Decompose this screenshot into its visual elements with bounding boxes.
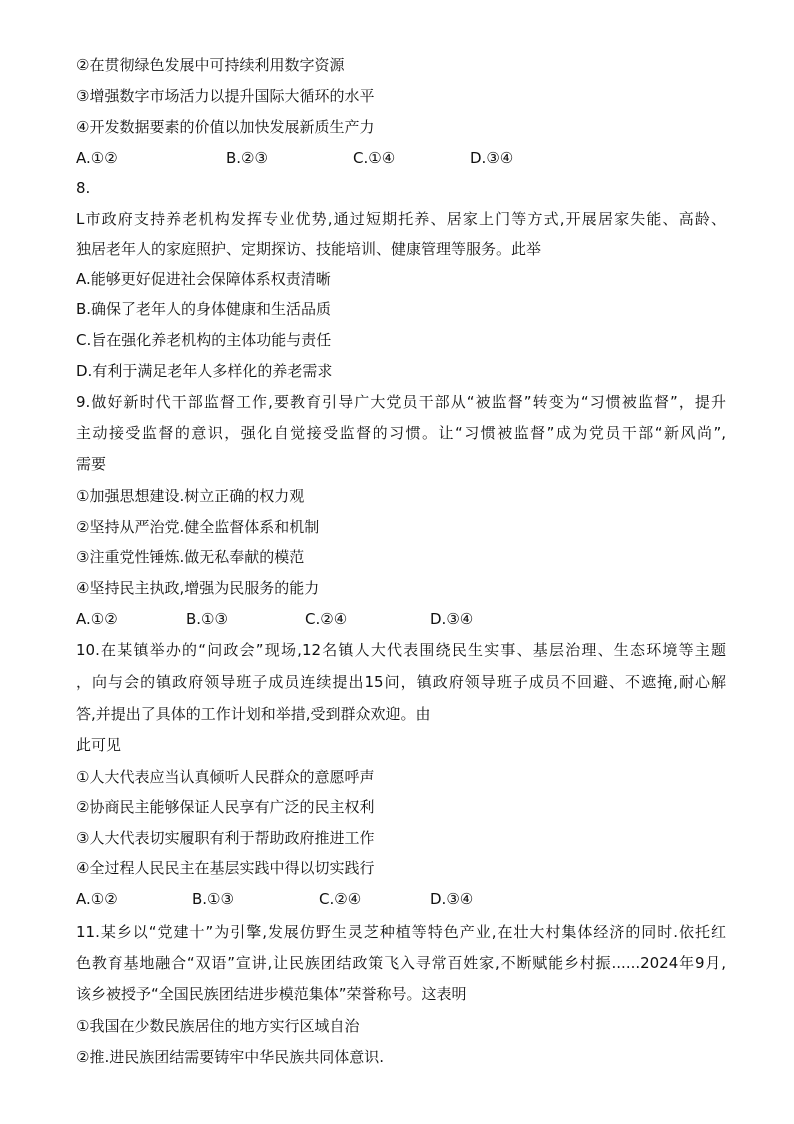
q9-item-4: ④坚持民主执政,增强为民服务的能力 (76, 579, 320, 597)
q10-stem-line-3: 答,并提出了具体的工作计划和举措,受到群众欢迎。由 (76, 705, 431, 723)
q11-stem-line-3: 该乡被授予“全国民族团结进步模范集体”荣誉称号。这表明 (76, 985, 467, 1003)
q11-stem-line-2: 色教育基地融合“双语”宣讲,让民族团结政策飞入寻常百姓家,不断赋能乡村振......2024年9月, (76, 954, 726, 972)
q8-number: 8. (76, 179, 91, 197)
q11-stem-line-1: 11.某乡以“党建十”为引擎,发展仿野生灵芝种植等特色产业,在壮大村集体经济的同时.依托红 (76, 923, 726, 941)
q7-option-d[interactable]: D.③④ (470, 149, 514, 167)
q9-item-2: ②坚持从严治党.健全监督体系和机制 (76, 518, 320, 536)
q10-item-4: ④全过程人民民主在基层实践中得以切实践行 (76, 859, 375, 877)
q10-option-a[interactable]: A.①② (76, 890, 118, 908)
q9-item-1: ①加强思想建设.树立正确的权力观 (76, 487, 305, 505)
q9-item-3: ③注重党性锤炼.做无私奉献的模范 (76, 548, 305, 566)
q10-stem-line-2: ，向与会的镇政府领导班子成员连续提出15问，镇政府领导班子成员不回避、不遮掩,耐心解 (76, 673, 726, 691)
q10-option-d[interactable]: D.③④ (430, 890, 474, 908)
q7-item-2: ②在贯彻绿色发展中可持续利用数字资源 (76, 56, 345, 74)
q9-option-b[interactable]: B.①③ (186, 610, 228, 628)
q9-option-a[interactable]: A.①② (76, 610, 118, 628)
q10-item-2: ②协商民主能够保证人民享有广泛的民主权利 (76, 798, 375, 816)
q9-stem-line-3: 需要 (76, 455, 107, 473)
q8-stem-line-2: 独居老年人的家庭照护、定期探访、技能培训、健康管理等服务。此举 (76, 240, 542, 258)
q10-item-1: ①人大代表应当认真倾听人民群众的意愿呼声 (76, 768, 375, 786)
q7-option-a[interactable]: A.①② (76, 149, 118, 167)
q10-option-c[interactable]: C.②④ (319, 890, 362, 908)
q11-item-1: ①我国在少数民族居住的地方实行区域自治 (76, 1017, 360, 1035)
q10-item-3: ③人大代表切实履职有利于帮助政府推进工作 (76, 829, 375, 847)
q10-stem-line-4: 此可见 (76, 736, 122, 754)
q9-option-d[interactable]: D.③④ (430, 610, 474, 628)
q8-option-a[interactable]: A.能够更好促进社会保障体系权责清晰 (76, 270, 331, 288)
q7-option-b[interactable]: B.②③ (226, 149, 268, 167)
q8-option-d[interactable]: D.有利于满足老年人多样化的养老需求 (76, 362, 333, 380)
q9-stem-line-2: 主动接受监督的意识，强化自觉接受监督的习惯。让“习惯被监督”成为党员干部“新风尚”, (76, 424, 726, 442)
q9-option-c[interactable]: C.②④ (305, 610, 348, 628)
q7-item-4: ④开发数据要素的价值以加快发展新质生产力 (76, 118, 375, 136)
q7-option-c[interactable]: C.①④ (353, 149, 396, 167)
q8-option-c[interactable]: C.旨在强化养老机构的主体功能与责任 (76, 331, 332, 349)
q8-option-b[interactable]: B.确保了老年人的身体健康和生活品质 (76, 300, 332, 318)
q10-stem-line-1: 10.在某镇举办的“问政会”现场,12名镇人大代表围绕民生实事、基层治理、生态环境等主题 (76, 641, 726, 659)
q8-stem-line-1: L市政府支持养老机构发挥专业优势,通过短期托养、居家上门等方式,开展居家失能、高龄、 (76, 210, 726, 228)
q9-stem-line-1: 9.做好新时代干部监督工作,要教育引导广大党员干部从“被监督”转变为“习惯被监督”，提升 (76, 393, 726, 411)
q10-option-b[interactable]: B.①③ (192, 890, 234, 908)
q11-item-2: ②推.进民族团结需要铸牢中华民族共同体意识. (76, 1048, 384, 1066)
q7-item-3: ③增强数字市场活力以提升国际大循环的水平 (76, 87, 375, 105)
